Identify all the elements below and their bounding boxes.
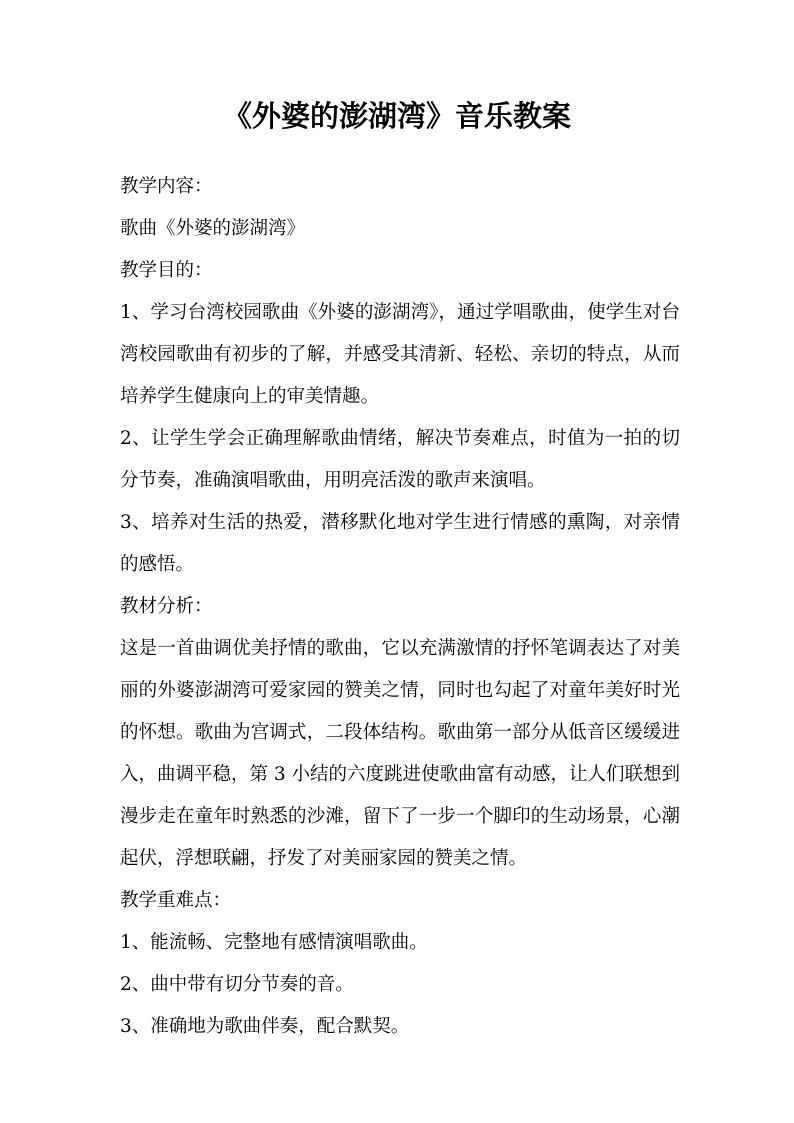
paragraph-line: 的感悟。 — [120, 554, 195, 575]
paragraph-line: 的怀想。歌曲为宫调式，二段体结构。歌曲第一部分从低音区缓缓进 — [120, 722, 680, 743]
paragraph-line: 这是一首曲调优美抒情的歌曲，它以充满激情的抒怀笔调表达了对美 — [120, 638, 680, 659]
list-item: 2、曲中带有切分节奏的音。 — [120, 974, 354, 995]
paragraph-line: 入，曲调平稳，第 3 小结的六度跳进使歌曲富有动感，让人们联想到 — [120, 764, 681, 785]
list-item: 3、准确地为歌曲伴奏，配合默契。 — [120, 1016, 410, 1037]
paragraph-line: 丽的外婆澎湖湾可爱家园的赞美之情，同时也勾起了对童年美好时光 — [120, 680, 680, 701]
document-title: 《外婆的澎湖湾》音乐教案 — [222, 99, 571, 133]
section-heading-material-analysis: 教材分析： — [120, 596, 213, 617]
list-item: 1、能流畅、完整地有感情演唱歌曲。 — [120, 932, 428, 953]
paragraph-line: 湾校园歌曲有初步的了解，并感受其清新、轻松、亲切的特点，从而 — [120, 344, 680, 365]
paragraph-line: 分节奏，准确演唱歌曲，用明亮活泼的歌声来演唱。 — [120, 470, 546, 491]
paragraph-line: 歌曲《外婆的澎湖湾》 — [120, 218, 306, 239]
paragraph-line: 起伏，浮想联翩，抒发了对美丽家园的赞美之情。 — [120, 848, 528, 869]
paragraph-line: 3、培养对生活的热爱，潜移默化地对学生进行情感的熏陶，对亲情 — [120, 512, 680, 533]
paragraph-line: 漫步走在童年时熟悉的沙滩，留下了一步一个脚印的生动场景，心潮 — [120, 806, 680, 827]
paragraph-line: 2、让学生学会正确理解歌曲情绪，解决节奏难点，时值为一拍的切 — [120, 428, 680, 449]
section-heading-key-difficulties: 教学重难点： — [120, 890, 232, 911]
section-heading-teaching-content: 教学内容： — [120, 176, 213, 197]
paragraph-line: 培养学生健康向上的审美情趣。 — [120, 386, 380, 407]
section-heading-teaching-goals: 教学目的： — [120, 260, 213, 281]
document-body — [120, 166, 680, 1048]
paragraph-line: 1、学习台湾校园歌曲《外婆的澎湖湾》，通过学唱歌曲，使学生对台 — [120, 302, 680, 323]
